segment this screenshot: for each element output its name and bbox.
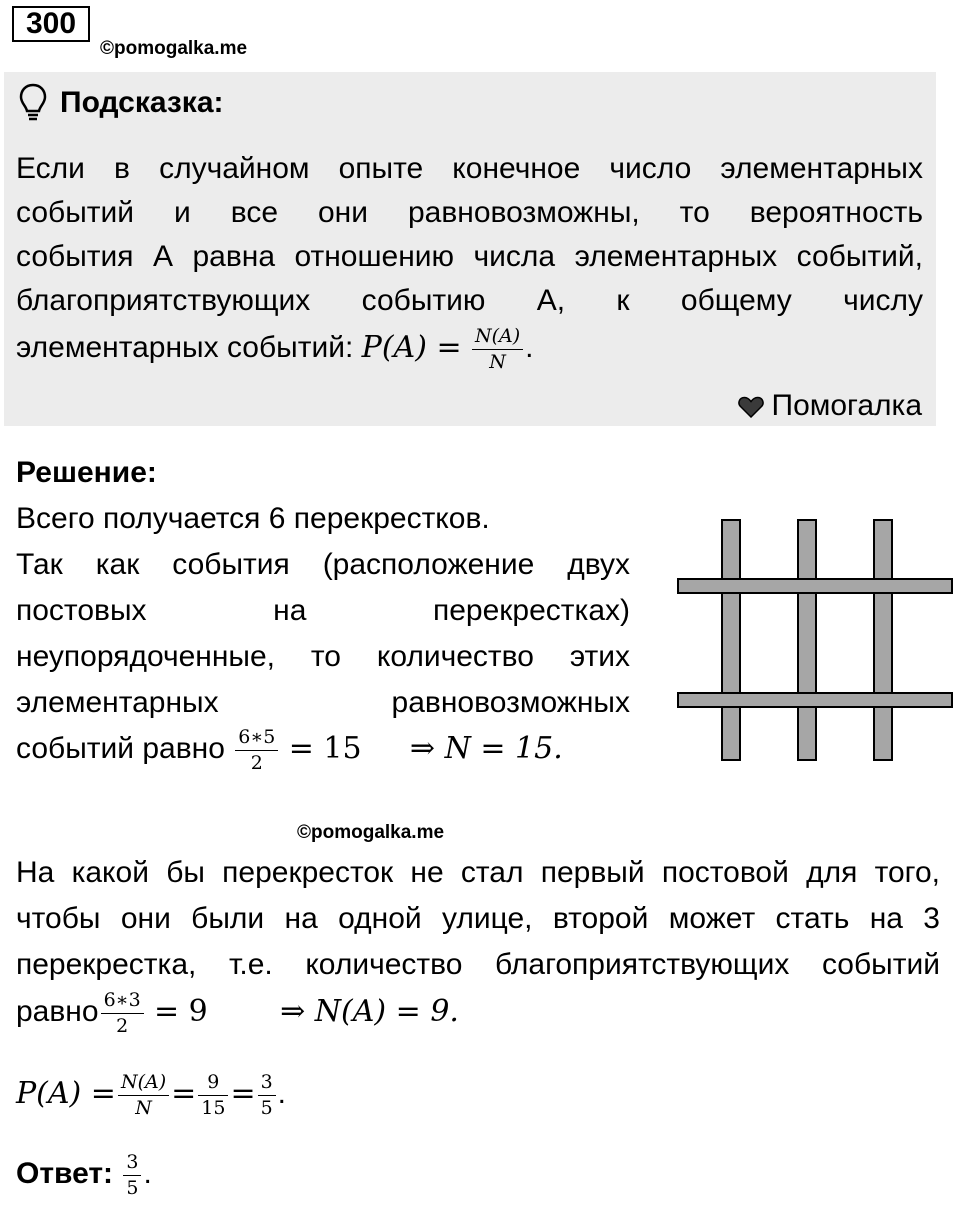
answer-fraction [123,1150,141,1199]
para2-line-4 [16,990,459,1036]
hint-line-5 [16,326,533,372]
fraction-den: 2 [116,1014,129,1037]
fraction-den: 15 [201,1096,226,1119]
problem-number: 300 [12,6,90,42]
equals-9: = 9 [154,994,208,1029]
hint-formula-fraction [472,324,523,373]
solution-line-5: элементарных равновозможных [16,686,630,719]
hint-formula-num: N(A) [472,327,523,350]
lightbulb-icon [18,82,48,122]
result-na-9: ⇒ N(A) = 9. [280,994,459,1029]
solution-title: Решение: [16,456,157,489]
watermark-2: ©pomogalka.me [297,822,445,843]
prob-fraction-2 [198,1070,228,1119]
vertical-street-2 [798,520,816,760]
answer [16,1152,152,1198]
fraction-6x3-over-2 [101,988,144,1037]
hint-formula-den: N [489,350,506,373]
para2-line-3: перекрестка, т.е. количество благоприятствующих событий [16,948,940,981]
fraction-num: N(A) [118,1073,169,1096]
fraction-num: 3 [258,1073,276,1096]
heart-icon [738,396,764,418]
hint-signature [738,384,923,428]
signature-text: Помогалка [771,389,922,422]
fraction-num: 6∗3 [101,991,144,1014]
para2-line-2: чтобы они были на одной улице, второй может стать на 3 [16,902,940,935]
fraction-6x5-over-2 [235,725,278,774]
fraction-den: 5 [126,1176,139,1199]
answer-label: Ответ: [16,1157,114,1190]
equals-15: = 15 [288,731,362,766]
prob-fraction-3 [258,1070,276,1119]
solution-line-1: Всего получается 6 перекрестков. [16,502,490,535]
fraction-num: 3 [123,1153,141,1176]
probability-formula [16,1072,286,1118]
answer-end: . [143,1157,152,1190]
vertical-street-1 [722,520,740,760]
hint-line-5-text: элементарных событий: [16,331,354,364]
fraction-num: 6∗5 [235,728,278,751]
hint-formula-lhs: P(A) = [361,330,462,365]
hint-formula-end: . [525,331,534,364]
solution-line-2: Так как события (расположение двух [16,548,630,581]
solution-line-6 [16,727,563,773]
hint-line-1: Если в случайном опыте конечное число элементарных [16,152,923,185]
hint-line-4: благоприятствующих событию А, к общему числу [16,284,923,317]
fraction-num: 9 [198,1073,228,1096]
result-n-15: ⇒ N = 15. [409,731,563,766]
hint-line-2: событий и все они равновозможны, то вероятность [16,196,923,229]
prob-lhs: P(A) = [16,1076,116,1111]
fraction-den: 5 [260,1096,273,1119]
para2-line-1: На какой бы перекресток не стал первый постовой для того, [16,856,940,889]
prob-fraction-1 [118,1070,169,1119]
prob-eq-2: = [230,1076,256,1111]
para2-line-4-text: равно [16,995,99,1028]
horizontal-street-1 [678,579,952,593]
solution-line-3: постовых на перекрестках) [16,594,630,627]
horizontal-street-2 [678,693,952,707]
street-grid-illustration [676,518,954,762]
hint-title: Подсказка: [60,86,224,119]
hint-line-3: события А равна отношению числа элементарных событий, [16,240,923,273]
fraction-den: 2 [250,751,263,774]
fraction-den: N [135,1096,152,1119]
prob-end: . [277,1077,287,1110]
vertical-street-3 [874,520,892,760]
watermark: ©pomogalka.me [100,38,248,59]
solution-line-6-text: событий равно [16,732,225,765]
solution-line-4: неупорядоченные, то количество этих [16,640,630,673]
prob-eq-1: = [171,1076,197,1111]
